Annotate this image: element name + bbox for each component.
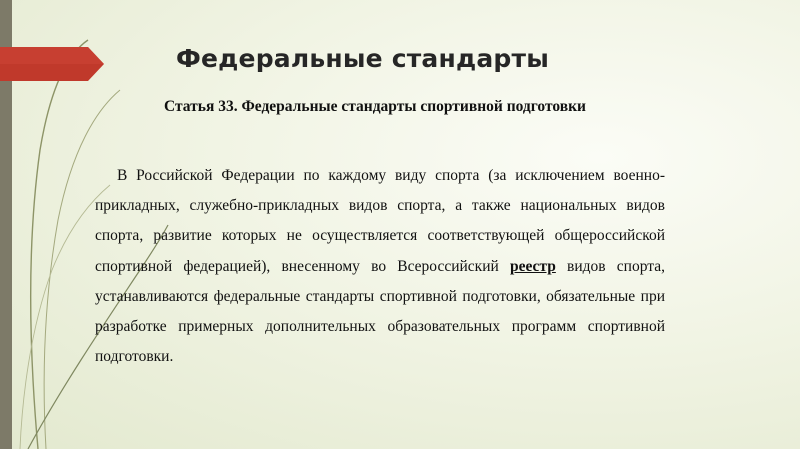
slide-title: Федеральные стандарты: [176, 44, 550, 73]
registry-link[interactable]: реестр: [509, 257, 556, 275]
body-paragraph: [95, 161, 665, 372]
slide-subtitle: Статья 33. Федеральные стандарты спортивной подготовки: [164, 98, 586, 115]
paragraph-text-part1: В Российской Федерации по каждому виду спорта (за исключением военно-прикладных, служебно-прикладных видов спорта, а также национальных видов спорта, развитие которых не осуществляется соответствующей общероссийской спортивной федерацией), внесенному во Всероссийский: [95, 167, 665, 275]
title-arrow-banner: [0, 47, 104, 81]
paragraph-text-part2: видов спорта, устанавливаются федеральные стандарты спортивной подготовки, обязательные при разработке примерных дополнительных образовательных программ спортивной подготовки.: [95, 257, 665, 366]
